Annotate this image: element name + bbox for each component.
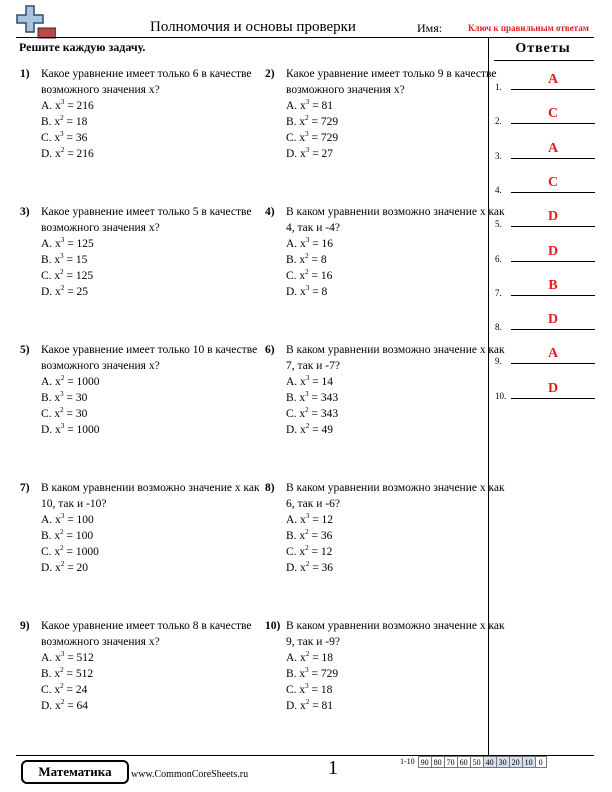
option-value: = 512 (63, 668, 94, 680)
question-text: В каком уравнении возможно значение x как 4, так и -4? (286, 206, 505, 234)
option-exponent: 2 (305, 528, 309, 536)
question-5 (20, 342, 261, 438)
option-label: D. x (286, 562, 306, 574)
answer-option (41, 698, 261, 714)
instructions: Решите каждую задачу. (19, 40, 146, 54)
answer-option (41, 528, 261, 544)
answer-option (286, 544, 506, 560)
option-value: = 100 (63, 530, 94, 542)
option-exponent: 2 (60, 406, 64, 414)
option-label: B. x (286, 254, 306, 266)
answer-option (286, 284, 506, 300)
score-cell: 60 (457, 756, 471, 768)
option-label: C. x (286, 270, 306, 282)
answer-option (286, 650, 506, 666)
option-label: D. x (41, 700, 61, 712)
option-value: = 15 (63, 254, 88, 266)
question-number: 3) (20, 206, 30, 218)
answer-number: 4. (495, 184, 502, 195)
question-8 (265, 480, 506, 576)
option-label: D. x (41, 424, 61, 436)
option-value: = 24 (63, 684, 88, 696)
answer-row-10 (495, 381, 595, 401)
option-exponent: 2 (305, 252, 309, 260)
option-value: = 343 (308, 408, 339, 420)
answer-option (41, 268, 261, 284)
page-number: 1 (328, 757, 338, 779)
score-cell: 90 (418, 756, 432, 768)
answer-option (41, 512, 261, 528)
answer-value: A (547, 72, 559, 87)
answer-row-1 (495, 72, 595, 92)
option-value: = 100 (64, 514, 94, 526)
answer-value: C (547, 174, 559, 190)
answer-line (511, 158, 595, 159)
option-exponent: 3 (305, 512, 310, 520)
answer-option (286, 390, 506, 406)
question-text: В каком уравнении возможно значение x как 9, так и -9? (286, 620, 505, 648)
option-exponent: 3 (60, 422, 65, 430)
site-link[interactable]: www.CommonCoreSheets.ru (131, 769, 249, 780)
score-table (398, 756, 546, 768)
option-label: D. x (286, 286, 306, 298)
option-label: C. x (286, 546, 306, 558)
option-value: = 1000 (63, 546, 99, 558)
answer-option (286, 682, 506, 698)
option-value: = 49 (309, 424, 334, 436)
option-value: = 25 (64, 286, 89, 298)
answer-option (41, 544, 261, 560)
answer-option (286, 512, 506, 528)
answer-option (41, 114, 261, 130)
answer-number: 3. (495, 150, 502, 161)
option-exponent: 3 (305, 130, 309, 138)
option-value: = 27 (309, 148, 334, 160)
answer-value: D (547, 243, 559, 259)
score-cell: 50 (470, 756, 484, 768)
option-exponent: 3 (60, 236, 65, 244)
answer-row-3 (495, 141, 595, 161)
answer-line (511, 295, 595, 296)
answer-option (41, 560, 261, 576)
option-exponent: 2 (60, 374, 65, 382)
answers-title-underline (494, 60, 594, 61)
answer-number: 6. (495, 253, 502, 264)
option-exponent: 3 (60, 252, 64, 260)
answer-line (511, 192, 595, 193)
option-label: D. x (286, 148, 306, 160)
option-exponent: 2 (60, 682, 64, 690)
option-label: B. x (286, 392, 306, 404)
score-cell: 0 (535, 756, 547, 768)
answer-row-9 (495, 346, 595, 366)
option-label: B. x (41, 668, 61, 680)
question-1 (20, 66, 261, 162)
question-number: 9) (20, 620, 30, 632)
answer-option (41, 236, 261, 252)
option-exponent: 2 (305, 560, 310, 568)
option-value: = 512 (64, 652, 94, 664)
answer-line (511, 261, 595, 262)
option-exponent: 2 (305, 114, 309, 122)
option-label: C. x (41, 270, 61, 282)
option-value: = 216 (64, 100, 94, 112)
option-label: A. x (41, 514, 61, 526)
answer-option (41, 252, 261, 268)
option-exponent: 2 (60, 268, 64, 276)
question-text: Какое уравнение имеет только 5 в качестве возможного значения x? (41, 206, 252, 234)
option-value: = 16 (308, 270, 333, 282)
question-2 (265, 66, 506, 162)
answer-option (41, 666, 261, 682)
score-cell: 70 (444, 756, 458, 768)
option-exponent: 2 (305, 406, 309, 414)
option-label: A. x (41, 376, 61, 388)
option-label: C. x (41, 132, 61, 144)
answer-line (511, 398, 595, 399)
option-value: = 30 (63, 408, 88, 420)
option-value: = 8 (308, 254, 327, 266)
option-value: = 18 (63, 116, 88, 128)
question-4 (265, 204, 506, 300)
option-exponent: 2 (60, 544, 64, 552)
option-exponent: 2 (60, 698, 65, 706)
option-value: = 36 (308, 530, 333, 542)
option-value: = 729 (308, 116, 339, 128)
answer-number: 2. (495, 116, 502, 127)
answer-value: D (547, 312, 559, 328)
option-label: B. x (286, 668, 306, 680)
option-exponent: 2 (305, 650, 310, 658)
option-label: C. x (41, 408, 61, 420)
option-label: A. x (286, 514, 306, 526)
answer-option (41, 146, 261, 162)
answer-row-7 (495, 278, 595, 298)
option-value: = 18 (308, 684, 333, 696)
answer-number: 1. (495, 82, 502, 92)
option-value: = 1000 (64, 424, 100, 436)
answer-option (41, 390, 261, 406)
answer-value: B (548, 277, 558, 293)
question-number: 10) (265, 620, 281, 632)
answer-option (41, 284, 261, 300)
option-exponent: 3 (305, 146, 310, 154)
answer-option (41, 406, 261, 422)
option-value: = 125 (64, 238, 94, 250)
answer-value: A (547, 346, 559, 362)
option-label: C. x (286, 132, 306, 144)
question-number: 1) (20, 68, 30, 80)
option-exponent: 3 (305, 390, 309, 398)
option-exponent: 3 (305, 666, 309, 674)
answer-number: 9. (495, 356, 502, 367)
option-label: C. x (286, 408, 306, 420)
question-6 (265, 342, 506, 438)
answer-option (41, 374, 261, 390)
question-number: 6) (265, 344, 275, 356)
answer-option (41, 422, 261, 438)
score-label: 1-10 (400, 757, 415, 766)
option-value: = 16 (309, 238, 334, 250)
question-text: Какое уравнение имеет только 9 в качестве возможного значения x? (286, 68, 497, 96)
option-label: D. x (286, 700, 306, 712)
answer-option (41, 682, 261, 698)
option-value: = 36 (309, 562, 334, 574)
answer-row-4 (495, 175, 595, 195)
question-text: Какое уравнение имеет только 6 в качестве возможного значения x? (41, 68, 252, 96)
option-exponent: 2 (60, 528, 64, 536)
answer-key-label: Ключ к правильным ответам (468, 23, 589, 33)
option-exponent: 2 (60, 146, 65, 154)
option-value: = 729 (308, 668, 339, 680)
question-text: В каком уравнении возможно значение x как 10, так и -10? (41, 482, 260, 510)
option-exponent: 3 (305, 98, 310, 106)
answer-option (286, 560, 506, 576)
answer-row-6 (495, 244, 595, 264)
option-exponent: 3 (60, 650, 65, 658)
option-exponent: 3 (60, 98, 65, 106)
option-exponent: 3 (60, 130, 64, 138)
option-value: = 64 (64, 700, 89, 712)
option-value: = 8 (309, 286, 328, 298)
answer-option (286, 236, 506, 252)
option-exponent: 2 (305, 268, 309, 276)
option-value: = 343 (308, 392, 339, 404)
option-exponent: 2 (60, 284, 65, 292)
option-exponent: 2 (305, 544, 309, 552)
option-label: A. x (41, 652, 61, 664)
option-value: = 216 (64, 148, 94, 160)
option-exponent: 2 (60, 114, 64, 122)
answer-option (41, 650, 261, 666)
option-value: = 18 (309, 652, 334, 664)
answer-option (286, 146, 506, 162)
option-label: A. x (286, 376, 306, 388)
question-number: 5) (20, 344, 30, 356)
question-number: 8) (265, 482, 275, 494)
option-value: = 81 (309, 700, 334, 712)
score-cell: 80 (431, 756, 445, 768)
option-exponent: 2 (60, 560, 65, 568)
option-exponent: 3 (60, 512, 65, 520)
option-label: B. x (41, 392, 61, 404)
score-cell: 10 (522, 756, 536, 768)
answer-row-5 (495, 209, 595, 229)
answer-number: 8. (495, 322, 502, 333)
option-label: C. x (41, 684, 61, 696)
option-label: A. x (286, 100, 306, 112)
answer-option (286, 528, 506, 544)
option-label: C. x (41, 546, 61, 558)
answer-option (286, 268, 506, 284)
question-3 (20, 204, 261, 300)
question-text: В каком уравнении возможно значение x как 6, так и -6? (286, 482, 505, 510)
answer-option (286, 698, 506, 714)
name-label: Имя: (417, 21, 443, 35)
answer-option (286, 422, 506, 438)
question-7 (20, 480, 261, 576)
question-number: 2) (265, 68, 275, 80)
score-cell: 30 (496, 756, 510, 768)
answer-row-2 (495, 106, 595, 126)
answer-option (286, 406, 506, 422)
answer-number: 5. (495, 219, 502, 230)
option-label: A. x (41, 238, 61, 250)
answer-option (286, 98, 506, 114)
answer-option (286, 666, 506, 682)
option-label: A. x (41, 100, 61, 112)
option-label: B. x (41, 254, 61, 266)
answer-option (286, 374, 506, 390)
option-label: D. x (286, 424, 306, 436)
option-value: = 12 (308, 546, 333, 558)
question-text: Какое уравнение имеет только 10 в качестве возможного значения x? (41, 344, 258, 372)
option-value: = 125 (63, 270, 94, 282)
option-exponent: 2 (305, 422, 310, 430)
question-text: В каком уравнении возможно значение x как 7, так и -7? (286, 344, 505, 372)
score-cell: 20 (509, 756, 523, 768)
option-label: B. x (286, 116, 306, 128)
answer-value: D (547, 380, 559, 396)
answer-option (41, 130, 261, 146)
option-value: = 81 (309, 100, 334, 112)
option-exponent: 3 (305, 682, 309, 690)
answer-line (511, 123, 595, 124)
answers-title: Ответы (515, 41, 571, 56)
answer-line (511, 363, 595, 364)
answer-value: C (547, 106, 559, 122)
answer-value: D (547, 209, 559, 225)
question-number: 7) (20, 482, 30, 494)
question-text: Какое уравнение имеет только 8 в качестве возможного значения x? (41, 620, 252, 648)
answer-row-8 (495, 312, 595, 332)
option-label: D. x (41, 286, 61, 298)
plus-logo-icon (16, 4, 56, 40)
question-number: 4) (265, 206, 275, 218)
option-label: B. x (286, 530, 306, 542)
subject-badge: Математика (21, 760, 129, 784)
option-exponent: 2 (305, 698, 310, 706)
option-exponent: 2 (60, 666, 64, 674)
answer-option (286, 114, 506, 130)
option-exponent: 3 (305, 374, 310, 382)
score-cell: 40 (483, 756, 497, 768)
option-label: D. x (41, 562, 61, 574)
answer-line (511, 329, 595, 330)
question-9 (20, 618, 261, 714)
answer-option (286, 130, 506, 146)
answer-number: 7. (495, 287, 502, 298)
answer-option (41, 98, 261, 114)
answer-line (511, 226, 595, 227)
option-value: = 20 (64, 562, 89, 574)
option-value: = 36 (63, 132, 88, 144)
header-divider (16, 37, 594, 38)
option-label: B. x (41, 530, 61, 542)
option-exponent: 3 (60, 390, 64, 398)
option-value: = 1000 (64, 376, 100, 388)
option-value: = 30 (63, 392, 88, 404)
option-label: A. x (286, 652, 306, 664)
option-value: = 12 (309, 514, 334, 526)
option-label: A. x (286, 238, 306, 250)
page-title: Полномочия и основы проверки (150, 19, 356, 35)
option-value: = 729 (308, 132, 339, 144)
option-label: D. x (41, 148, 61, 160)
option-value: = 14 (309, 376, 334, 388)
answer-value: A (547, 140, 559, 156)
option-label: C. x (286, 684, 306, 696)
answer-number: 10. (495, 390, 507, 401)
answer-option (286, 252, 506, 268)
option-label: B. x (41, 116, 61, 128)
option-exponent: 3 (305, 284, 310, 292)
answer-line (511, 89, 595, 90)
option-exponent: 3 (305, 236, 310, 244)
question-10 (265, 618, 506, 714)
